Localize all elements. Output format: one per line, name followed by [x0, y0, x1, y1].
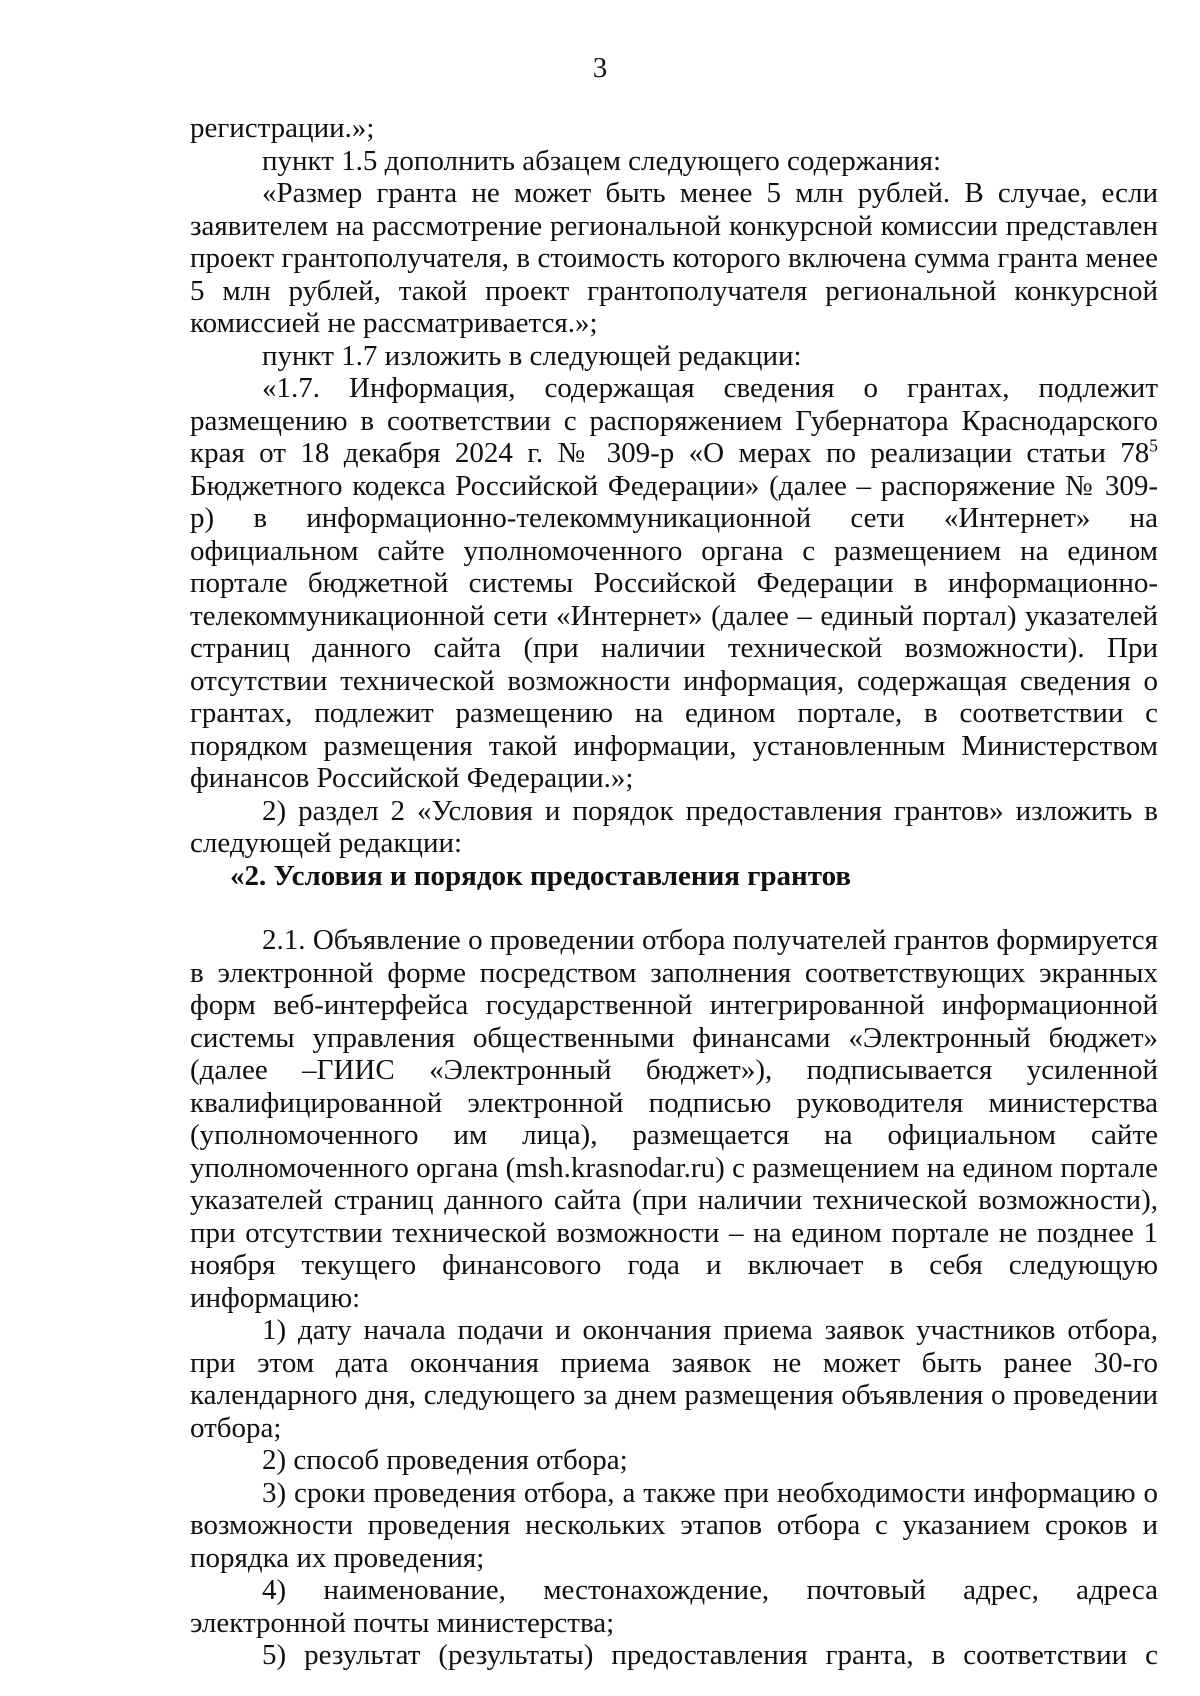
- p17-text-start: «1.7. Информация, содержащая сведения о грантах, подлежит размещению в соответствии с распоряжением Губернатора Краснодарского края от 18 декабря 2024 г. № 309-р «О мерах по реализации статьи 78: [190, 372, 1158, 469]
- paragraph-p15-intro: пункт 1.5 дополнить абзацем следующего содержания:: [262, 144, 942, 177]
- paragraph-continuation: регистрации.»;: [190, 112, 375, 144]
- spacer: [190, 892, 1158, 924]
- p17-text-end: Бюджетного кодекса Российской Федерации» (далее – распоряжение № 309-р) в информационно-телекоммуникационной сети «Интернет» на официальном сайте уполномоченного органа с размещением на едином портале бюджетной системы Российской Федерации в информационно-телекоммуникационной сети «Интернет» (далее – единый портал) указателей страниц данного сайта (при наличии технической возможности). При отсутствии технической возможности информация, содержащая сведения о грантах, подлежит размещению на едином портале, в соответствии с порядком размещения такой информации, установленным Министерством финансов Российской Федерации.»;: [190, 469, 1158, 794]
- page-number: 3: [592, 52, 608, 84]
- list-item-4: 4) наименование, местонахождение, почтовый адрес, адреса электронной почты министерства;: [190, 1574, 1158, 1639]
- list-item-1: 1) дату начала подачи и окончания приема заявок участников отбора, при этом дата окончания приема заявок не может быть ранее 30-го календарного дня, следующего за днем размещения объявления о проведении отбора;: [190, 1314, 1158, 1444]
- section-heading: «2. Условия и порядок предоставления грантов: [230, 859, 852, 892]
- list-item-5: 5) результат (результаты) предоставления гранта, в соответствии с: [262, 1639, 1158, 1671]
- paragraph-section2-intro: 2) раздел 2 «Условия и порядок предоставления грантов» изложить в следующей редакции:: [190, 794, 1158, 859]
- paragraph-grant-size: «Размер гранта не может быть менее 5 млн рублей. В случае, если заявителем на рассмотрение региональной конкурсной комиссии представлен проект грантополучателя, в стоимость которого включена сумма гранта менее 5 млн рублей, такой проект грантополучателя региональной конкурсной комиссией не рассматривается.»;: [190, 177, 1158, 339]
- article-superscript: 5: [1149, 435, 1158, 456]
- list-item-3: 3) сроки проведения отбора, а также при необходимости информацию о возможности проведения нескольких этапов отбора с указанием сроков и порядка их проведения;: [190, 1476, 1158, 1574]
- list-item-2: 2) способ проведения отбора;: [262, 1444, 628, 1476]
- paragraph-2-1: 2.1. Объявление о проведении отбора получателей грантов формируется в электронной форме посредством заполнения соответствующих экранных форм веб-интерфейса государственной интегрированной информационной системы управления общественными финансами «Электронный бюджет» (далее –ГИИС «Электронный бюджет»), подписывается усиленной квалифицированной электронной подписью руководителя министерства (уполномоченного им лица), размещается на официальном сайте уполномоченного органа (msh.krasnodar.ru) с размещением на едином портале указателей страниц данного сайта (при наличии технической возможности), при отсутствии технической возможности – на едином портале не позднее 1 ноября текущего финансового года и включает в себя следующую информацию:: [190, 924, 1158, 1314]
- paragraph-p17: [190, 372, 1158, 795]
- document-body: [190, 112, 1158, 1672]
- paragraph-p17-intro: пункт 1.7 изложить в следующей редакции:: [262, 339, 802, 372]
